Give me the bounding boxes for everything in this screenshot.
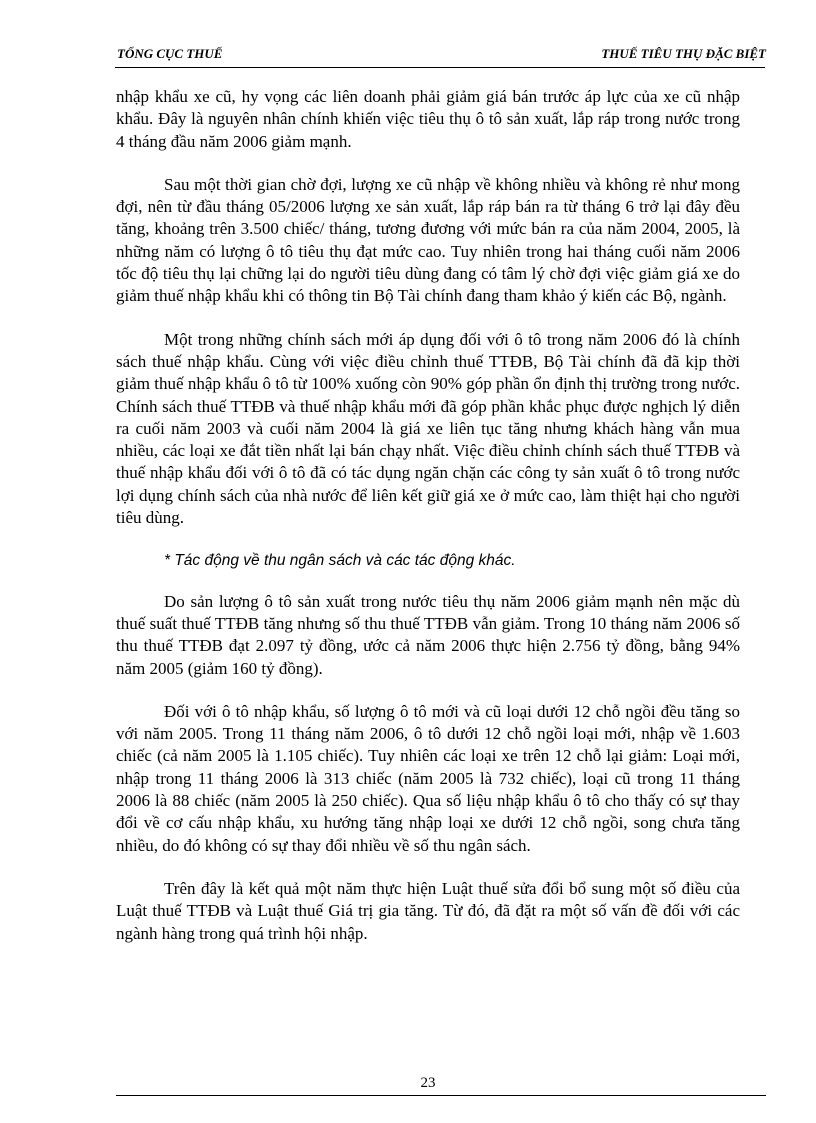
running-header — [117, 46, 766, 62]
paragraph: nhập khẩu xe cũ, hy vọng các liên doanh phải giảm giá bán trước áp lực của xe cũ nhập khẩu. Đây là nguyên nhân chính khiến việc tiêu thụ ô tô sản xuất, lắp ráp trong nước trong 4 tháng đầu năm 2006 giảm mạnh. — [116, 87, 740, 151]
footer-rule — [116, 1095, 766, 1096]
paragraph: Đối với ô tô nhập khẩu, số lượng ô tô mới và cũ loại dưới 12 chỗ ngồi đều tăng so với năm 2005. Trong 11 tháng năm 2006, ô tô dưới 12 chỗ ngồi loại mới, nhập về 1.603 chiếc (cả năm 2005 là 1.105 chiếc). Tuy nhiên các loại xe trên 12 chỗ lại giảm: Loại mới, nhập trong 11 tháng 2006 là 313 chiếc (năm 2005 là 732 chiếc), loại cũ trong 11 tháng 2006 là 88 chiếc (năm 2005 là 250 chiếc). Qua số liệu nhập khẩu ô tô cho thấy có sự thay đổi về cơ cấu nhập khẩu, xu hướng tăng nhập loại xe dưới 12 chỗ ngồi, song chưa tăng nhiều, do đó không có sự thay đổi nhiều về số thu ngân sách. — [116, 701, 740, 855]
paragraph: Do sản lượng ô tô sản xuất trong nước tiêu thụ năm 2006 giảm mạnh nên mặc dù thuế suất thuế TTĐB tăng nhưng số thu thuế TTĐB vẫn giảm. Trong 10 tháng năm 2006 số thu thuế TTĐB đạt 2.097 tỷ đồng, ước cả năm 2006 thực hiện 2.756 tỷ đồng, bằng 94% năm 2005 (giảm 160 tỷ đồng). — [116, 591, 740, 678]
body-text — [116, 86, 740, 966]
header-right: THUẾ TIÊU THỤ ĐẶC BIỆT — [601, 46, 766, 61]
page-number: 23 — [420, 1075, 436, 1091]
header-rule — [115, 67, 765, 68]
section-subheading: * Tác động về thu ngân sách và các tác động khác. — [164, 552, 516, 570]
header-left: TỔNG CỤC THUẾ — [117, 46, 223, 61]
paragraph: Trên đây là kết quả một năm thực hiện Luật thuế sửa đổi bổ sung một số điều của Luật thuế TTĐB và Luật thuế Giá trị gia tăng. Từ đó, đã đặt ra một số vấn đề đối với các ngành hàng trong quá trình hội nhập. — [116, 878, 740, 943]
paragraph: Một trong những chính sách mới áp dụng đối với ô tô trong năm 2006 đó là chính sách thuế nhập khẩu. Cùng với việc điều chỉnh thuế TTĐB, Bộ Tài chính đã đã kịp thời giảm thuế nhập khẩu ô tô từ 100% xuống còn 90% góp phần ổn định thị trường trong nước. Chính sách thuế TTĐB và thuế nhập khẩu mới đã góp phần khắc phục được nghịch lý diễn ra cuối năm 2003 và cuối năm 2004 là giá xe liên tục tăng nhưng khách hàng vẫn mua nhiều, các loại xe đắt tiền nhất lại bán chạy nhất. Việc điều chỉnh chính sách thuế TTĐB và thuế nhập khẩu đối với ô tô đã có tác dụng ngăn chặn các công ty sản xuất ô tô trong nước lợi dụng chính sách của nhà nước để liên kết giữ giá xe ở mức cao, làm thiệt hại cho người tiêu dùng. — [116, 329, 740, 528]
paragraph: Sau một thời gian chờ đợi, lượng xe cũ nhập về không nhiều và không rẻ như mong đợi, nên từ đầu tháng 05/2006 lượng xe sản xuất, lắp ráp bán ra từ tháng 6 trở lại đây đều tăng, khoảng trên 3.500 chiếc/ tháng, tương đương với mức bán ra của năm 2004, 2005, là những năm có lượng ô tô tiêu thụ đạt mức cao. Tuy nhiên trong hai tháng cuối năm 2006 tốc độ tiêu thụ lại chững lại do người tiêu dùng đang có tâm lý chờ đợi việc giảm giá xe do giảm thuế nhập khẩu khi có thông tin Bộ Tài chính đang tham khảo ý kiến các Bộ, ngành. — [116, 174, 740, 306]
